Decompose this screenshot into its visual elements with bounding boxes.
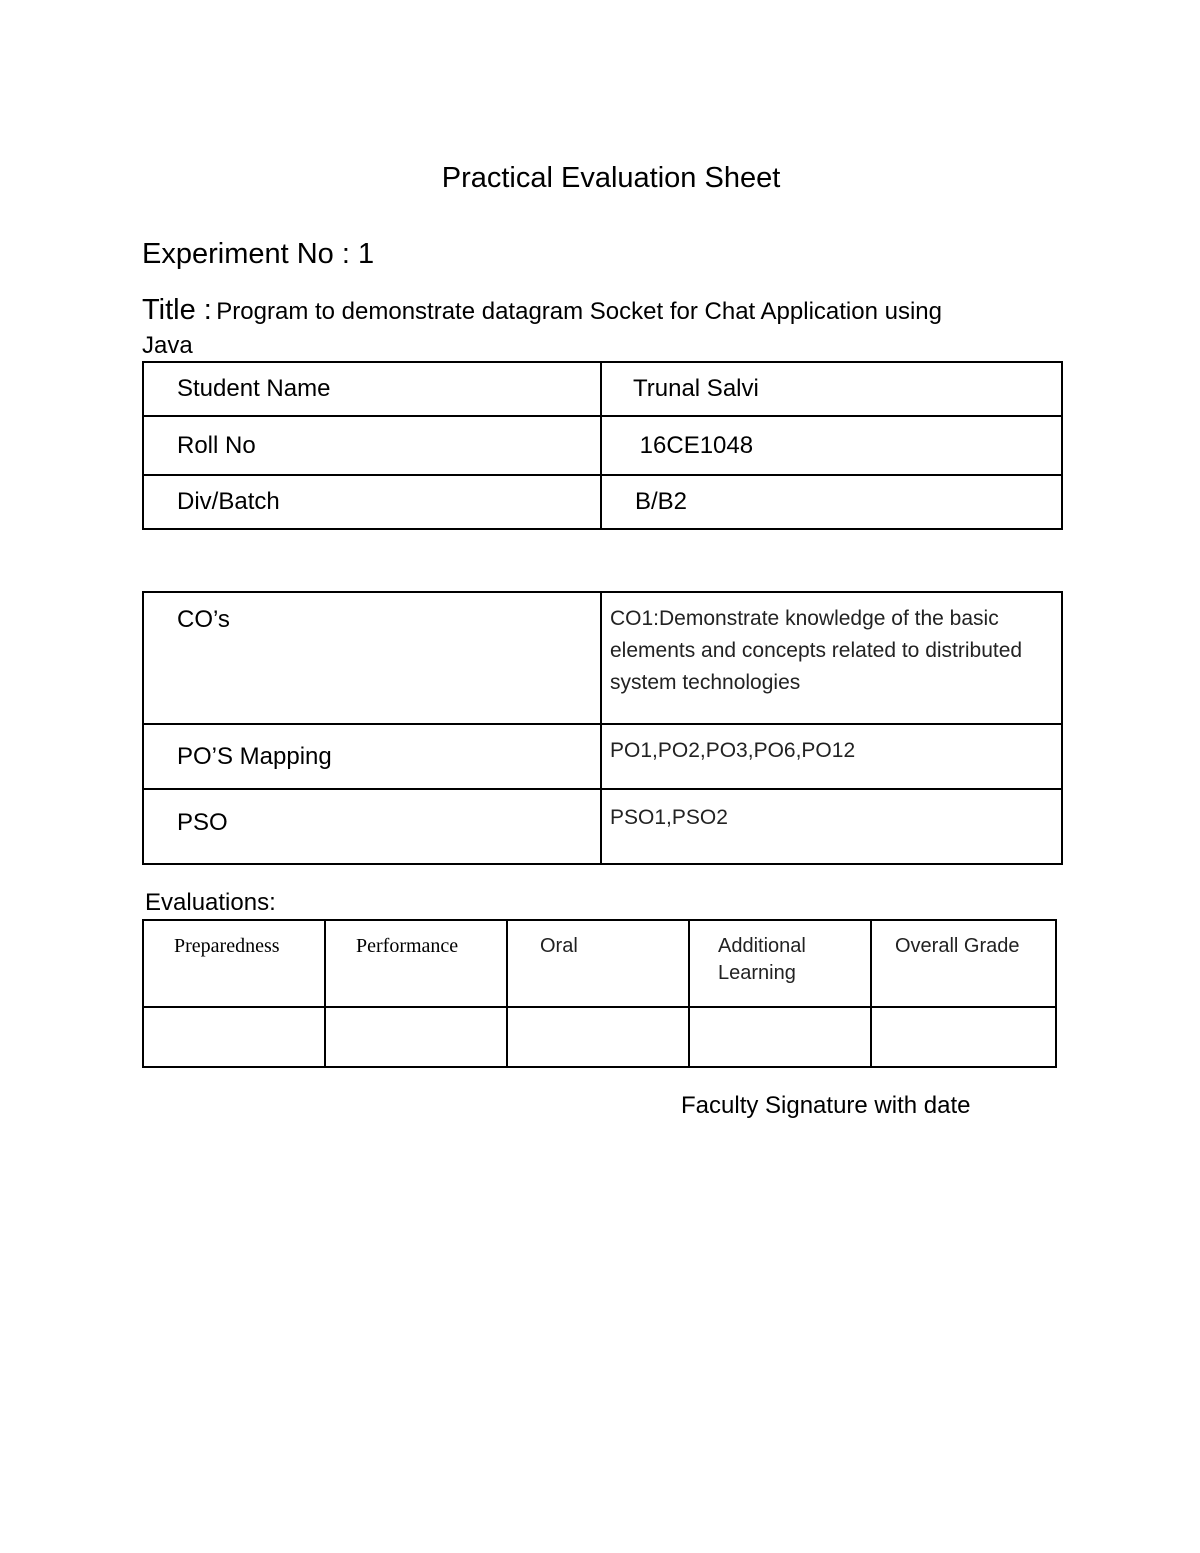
roll-no-value: 16CE1048: [601, 416, 1062, 475]
overall-grade-header: Overall Grade: [871, 920, 1056, 1007]
table-row: [143, 1007, 1056, 1067]
oral-header: Oral: [507, 920, 689, 1007]
div-batch-label: Div/Batch: [143, 475, 601, 529]
preparedness-value[interactable]: [143, 1007, 325, 1067]
pso-label: PSO: [143, 789, 601, 864]
cos-value: CO1:Demonstrate knowledge of the basic elements and concepts related to distributed system technologies: [601, 592, 1062, 724]
div-batch-value: B/B2: [601, 475, 1062, 529]
performance-header: Performance: [325, 920, 507, 1007]
additional-learning-value[interactable]: [689, 1007, 871, 1067]
table-row: [143, 475, 1062, 529]
title-text-line1: Program to demonstrate datagram Socket for Chat Application using: [216, 298, 942, 325]
faculty-signature-label: Faculty Signature with date: [681, 1092, 971, 1119]
title-text-line2: Java: [142, 332, 193, 359]
student-name-label: Student Name: [143, 362, 601, 416]
oral-value[interactable]: [507, 1007, 689, 1067]
table-row: [143, 789, 1062, 864]
performance-value[interactable]: [325, 1007, 507, 1067]
page-title: Practical Evaluation Sheet: [441, 162, 781, 194]
overall-grade-value[interactable]: [871, 1007, 1056, 1067]
roll-no-label: Roll No: [143, 416, 601, 475]
student-name-value: Trunal Salvi: [601, 362, 1062, 416]
table-row: [143, 592, 1062, 724]
table-row: [143, 362, 1062, 416]
student-info-table: [142, 361, 1063, 530]
pos-mapping-value: PO1,PO2,PO3,PO6,PO12: [601, 724, 1062, 789]
evaluations-heading: Evaluations:: [145, 889, 276, 916]
table-row: [143, 724, 1062, 789]
experiment-title: [142, 292, 1082, 333]
cos-label: CO’s: [143, 592, 601, 724]
title-label: Title :: [142, 294, 212, 326]
pso-value: PSO1,PSO2: [601, 789, 1062, 864]
evaluations-table: [142, 919, 1057, 1068]
outcomes-table: [142, 591, 1063, 865]
pos-mapping-label: PO’S Mapping: [143, 724, 601, 789]
experiment-number: Experiment No : 1: [142, 238, 375, 270]
table-row: [143, 416, 1062, 475]
additional-learning-header: Additional Learning: [689, 920, 871, 1007]
preparedness-header: Preparedness: [143, 920, 325, 1007]
table-row: [143, 920, 1056, 1007]
